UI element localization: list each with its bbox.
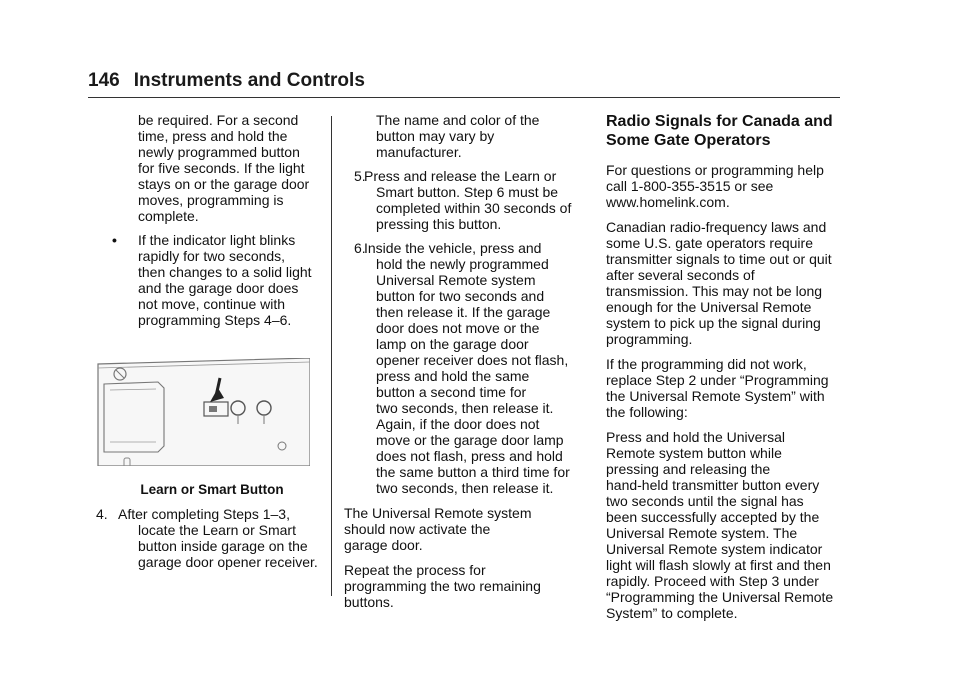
page-header (88, 70, 838, 92)
paragraph: If the programming did not work, replace Step 2 under “Programming the Universal Remote System” with the following: (606, 356, 829, 420)
step-6: 6. Inside the vehicle, press and hold the newly programmed Universal Remote system button for two seconds and then release it. If the garage door does not move or the lamp on the garage door opener receiver does not flash, press and hold the same button a second time for two seconds, then release it. Again, if the door does not move or the garage door lamp does not flash, press and hold the same button a third time for two seconds, then release it. (354, 240, 570, 496)
step-4: 4. After completing Steps 1–3, locate the Learn or Smart button inside garage on the garage door opener receiver. (96, 506, 318, 570)
column-2 (344, 112, 580, 610)
learn-button-figure (96, 358, 310, 466)
paragraph: Canadian radio-frequency laws and some U.S. gate operators require transmitter signals to time out or quit after several seconds of transmission. This may not be long enough for the Universal Remote system to pick up the signal during programming. (606, 219, 832, 347)
bullet-marker: • (112, 232, 117, 248)
header-rule (88, 97, 840, 98)
paragraph: Press and hold the Universal Remote system button while pressing and releasing the hand-held transmitter button every two seconds until the signal has been successfully accepted by the Universal Remote system. The Universal Remote system indicator light will flash slowly at first and then rapidly. Proceed with Step 3 under “Programming the Universal Remote System” to complete. (606, 429, 834, 621)
bullet-item: • If the indicator light blinks rapidly for two seconds, then changes to a solid light and the garage door does not move, continue with programming Steps 4–6. (112, 232, 312, 328)
step-number: 5. (354, 168, 366, 184)
column-1 (96, 112, 324, 570)
page-number: 146 (88, 70, 120, 91)
step-5: 5. Press and release the Learn or Smart button. Step 6 must be completed within 30 seconds of pressing this button. (354, 168, 572, 232)
continued-text: The name and color of the button may vary by manufacturer. (376, 112, 540, 160)
paragraph: Repeat the process for programming the two remaining buttons. (344, 562, 541, 610)
step-number: 6. (354, 240, 366, 256)
paragraph: The Universal Remote system should now activate the garage door. (344, 505, 532, 553)
page-title: Instruments and Controls (133, 70, 365, 91)
column-divider (331, 116, 332, 596)
continued-text: be required. For a second time, press and hold the newly programmed button for five seconds. If the light stays on or the garage door moves, programming is complete. (138, 112, 310, 224)
section-heading: Radio Signals for Canada and Some Gate Operators (606, 113, 833, 149)
paragraph: For questions or programming help call 1-800-355-3515 or see www.homelink.com. (606, 162, 824, 210)
garage-opener-illustration (96, 358, 310, 466)
step-number: 4. (96, 506, 108, 522)
column-3 (606, 112, 842, 621)
figure-caption: Learn or Smart Button (140, 482, 284, 497)
